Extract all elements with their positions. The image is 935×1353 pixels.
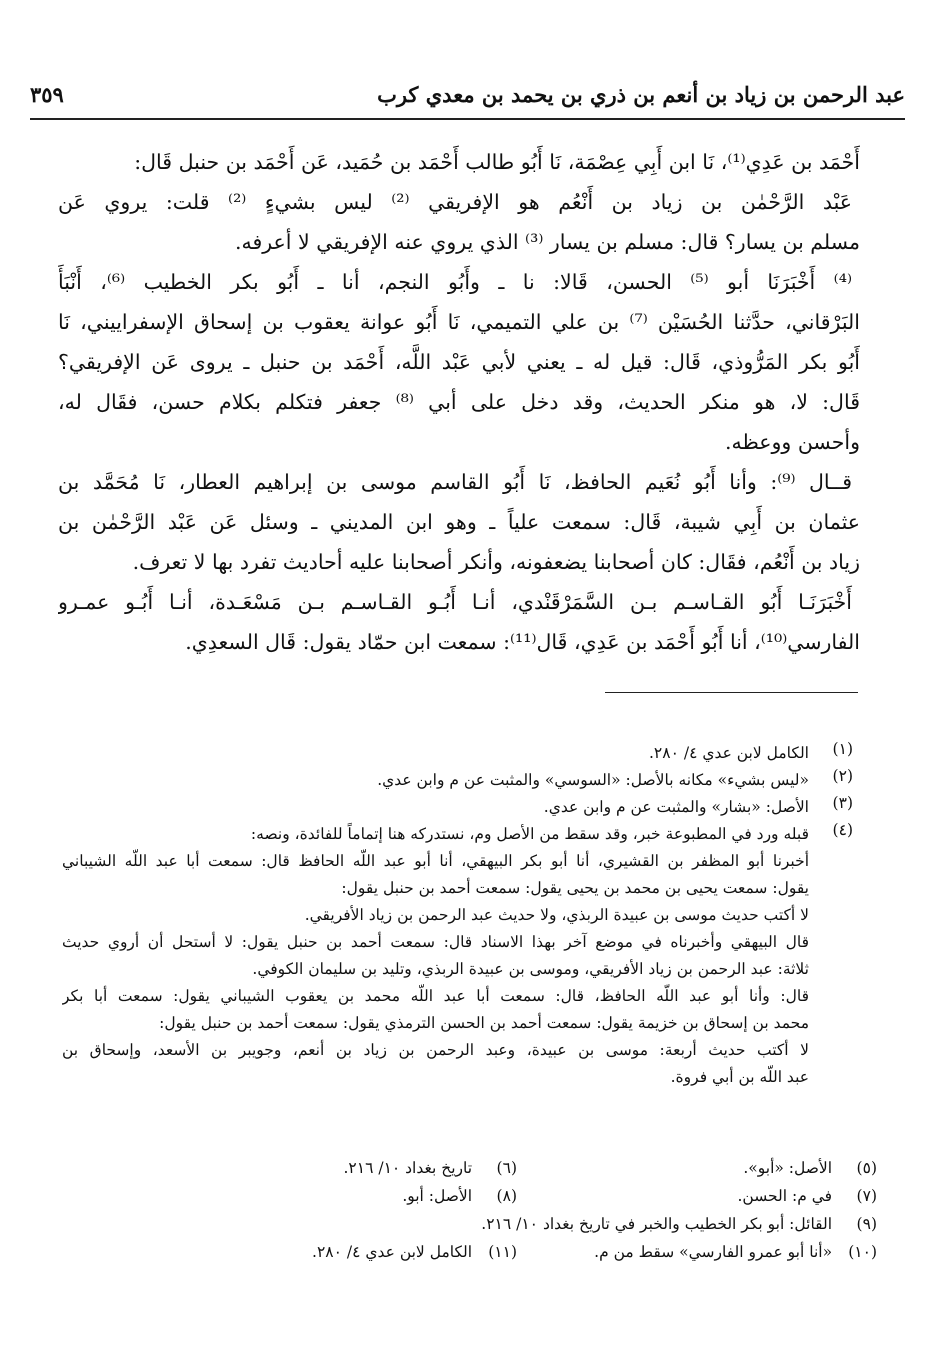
footnote-row bbox=[62, 1154, 877, 1182]
page-header bbox=[30, 74, 905, 120]
page-number: ٣٥٩ bbox=[30, 82, 64, 107]
footnote bbox=[481, 1210, 877, 1238]
footnote-number: (٩) bbox=[856, 1215, 877, 1233]
footnote-number: (٥) bbox=[856, 1159, 877, 1177]
footnote-line: لا أكتب حديث أربعة: موسى بن عبيدة، وعبد الرحمن بن زياد بن أنعم، وجويبر بن الأسعد، وإسحاق بن bbox=[62, 1041, 809, 1059]
text-line: عثمان بن أَبِي شيبة، قَال: سمعت علياً ـ وهو ابن المديني ـ وسئل عَن عَبْد الرَّحْمٰن بن bbox=[58, 510, 860, 534]
short-footnotes bbox=[62, 1154, 877, 1266]
footnote-line: «ليس بشيء» مكانه بالأصل: «السوسي» والمثبت عن م وابن عدي. bbox=[377, 771, 809, 789]
footnote-row bbox=[62, 1182, 877, 1210]
text-line: ⁽⁴⁾ أَخْبَرَنَا أبو ⁽⁵⁾ الحسن، قَالا: نا ـ وأَبُو النجم، أنا ـ أَبُو بكر الخطيب ⁽⁶⁾، أَنْبَأَ bbox=[58, 270, 852, 294]
footnote-line: محمد بن إسحاق بن خزيمة يقول: سمعت أحمد بن الحسن الترمذي يقول: سمعت أحمد بن حنبل يقول: bbox=[159, 1014, 809, 1032]
footnote-number: (٨) bbox=[496, 1187, 517, 1205]
text-line: مسلم بن يسار؟ قال: مسلم بن يسار ⁽³⁾ الذي يروي عنه الإفريقي لا أعرفه. bbox=[234, 230, 860, 254]
footnote-number: (٤) bbox=[832, 821, 853, 839]
footnote bbox=[62, 740, 853, 767]
footnote-line: يقول: سمعت يحيى بن محمد بن يحيى يقول: سمعت أحمد بن حنبل يقول: bbox=[341, 879, 809, 897]
text-line: قَال: لا، هو منكر الحديث، وقد دخل على أبي ⁽⁸⁾ جعفر فتكلم بكلام حسن، فقَال له، bbox=[58, 390, 860, 414]
text-line: أَخْبَرَنَـا أَبُو القـاسـم بـن السَّمَرْقَنْدي، أنـا أَبُـو القـاسـم بـن مَسْعَـدة، أنـا أَبُـو عمـرو bbox=[58, 590, 852, 614]
footnote-number: (١١) bbox=[488, 1243, 517, 1261]
text-line: البَرْقاني، حدَّثنا الحُسَيْن ⁽⁷⁾ بن علي التميمي، نَا أَبُو عوانة يعقوب بن إسحاق الإسفراييني، نَا bbox=[58, 310, 860, 334]
footnote bbox=[62, 767, 853, 794]
footnote-text: الأصل: «أبو». bbox=[743, 1159, 833, 1177]
footnote-text: الكامل لابن عدي ٤/ ٢٨٠. bbox=[312, 1243, 473, 1261]
footnote-number: (٢) bbox=[832, 767, 853, 785]
footnote-number: (١٠) bbox=[848, 1243, 877, 1261]
footnote bbox=[743, 1154, 877, 1182]
footnote-divider bbox=[605, 692, 858, 693]
text-line: وأحسن ووعظه. bbox=[724, 430, 860, 454]
footnote-row bbox=[62, 1210, 877, 1238]
footnote bbox=[62, 794, 853, 821]
main-text bbox=[58, 142, 860, 662]
footnote bbox=[312, 1238, 517, 1266]
text-line: الفارسي⁽¹⁰⁾، أنا أَبُو أَحْمَد بن عَدِي، قَال⁽¹¹⁾: سمعت ابن حمّاد يقول: قَال السعدِي. bbox=[185, 630, 860, 654]
text-line: عَبْد الرَّحْمٰن بن زياد بن أَنْعُم هو الإفريقي ⁽²⁾ ليس بشيءٍ ⁽²⁾ قلت: يروي عَن bbox=[58, 190, 853, 214]
footnote-number: (٣) bbox=[832, 794, 853, 812]
footnote-number: (٦) bbox=[496, 1159, 517, 1177]
footnote-text: القائل: أبو بكر الخطيب والخبر في تاريخ بغداد ١٠/ ٢١٦. bbox=[481, 1215, 833, 1233]
footnote-line: الكامل لابن عدي ٤/ ٢٨٠. bbox=[648, 744, 809, 762]
text-line: أَبُو بكر المَرُّوذي، قَال: قيل له ـ يعني لأبي عَبْد اللَّه، أَحْمَد بن حنبل ـ يروى عَن الإفريقي؟ bbox=[58, 350, 860, 374]
footnote-number: (٧) bbox=[856, 1187, 877, 1205]
footnote-text: في م: الحسن. bbox=[737, 1187, 833, 1205]
footnote-row bbox=[62, 1238, 877, 1266]
footnote-line: قال البيهقي وأخبرناه في موضع آخر بهذا الاسناد قال: سمعت أحمد بن حنبل يقول: لا أستحل أن أروي حديث bbox=[62, 933, 809, 951]
text-line: أَحْمَد بن عَدِي⁽¹⁾، نَا ابن أَبِي عِصْمَة، نَا أَبُو طالب أَحْمَد بن حُمَيد، عَن أَحْمَد بن حنبل قَال: bbox=[134, 150, 860, 174]
footnote bbox=[594, 1238, 877, 1266]
footnote-line: لا أكتب حديث موسى بن عبيدة الربذي، ولا حديث عبد الرحمن بن زياد الأفريقي. bbox=[304, 906, 809, 924]
footnote bbox=[62, 821, 853, 1091]
footnote-number: (١) bbox=[832, 740, 853, 758]
footnote-text: الأصل: أبو. bbox=[402, 1187, 473, 1205]
running-title: عبد الرحمن بن زياد بن أنعم بن ذري بن يحمد بن معدي كرب bbox=[377, 82, 905, 107]
footnote-line: ثلاثة: عبد الرحمن بن زياد الأفريقي، وموسى بن عبيدة الربذي، وتليد بن سليمان الكوفي. bbox=[252, 960, 809, 978]
footnote-text: «أنا أبو عمرو الفارسي» سقط من م. bbox=[594, 1243, 833, 1261]
footnote-line: قبله ورد في المطبوعة خبر، وقد سقط من الأصل وم، نستدركه هنا إتماماً للفائدة، ونصه: bbox=[250, 825, 809, 843]
footnote bbox=[402, 1182, 517, 1210]
footnote-line: الأصل: «بشار» والمثبت عن م وابن عدي. bbox=[543, 798, 809, 816]
text-line: قــال ⁽⁹⁾: وأنا أَبُو نُعَيم الحافظ، نَا أَبُو القاسم موسى بن إبراهيم العطار، نَا مُحَمَّد بن bbox=[58, 470, 852, 494]
footnote bbox=[737, 1182, 877, 1210]
footnote-line: أخبرنا أبو المظفر بن القشيري، أنا أبو بكر البيهقي، أنا أبو عبد اللّه الحافظ قال: سمعت أبا عبد اللّه الشيباني bbox=[62, 852, 809, 870]
footnote-line: عبد اللّه بن أبي فروة. bbox=[670, 1068, 809, 1086]
text-line: زياد بن أَنْعُم، فقَال: كان أصحابنا يضعفونه، وأنكر أصحابنا عليه أحاديث تفرد بها لا تعرف. bbox=[132, 550, 860, 574]
footnote-line: قال: وأنا أبو عبد اللّه الحافظ، قال: سمعت أبا عبد اللّه محمد بن يعقوب الشيباني يقول: سمعت أبا بكر bbox=[62, 987, 809, 1005]
footnote-text: تاريخ بغداد ١٠/ ٢١٦. bbox=[343, 1159, 473, 1177]
footnote bbox=[343, 1154, 517, 1182]
footnotes bbox=[62, 740, 853, 1091]
